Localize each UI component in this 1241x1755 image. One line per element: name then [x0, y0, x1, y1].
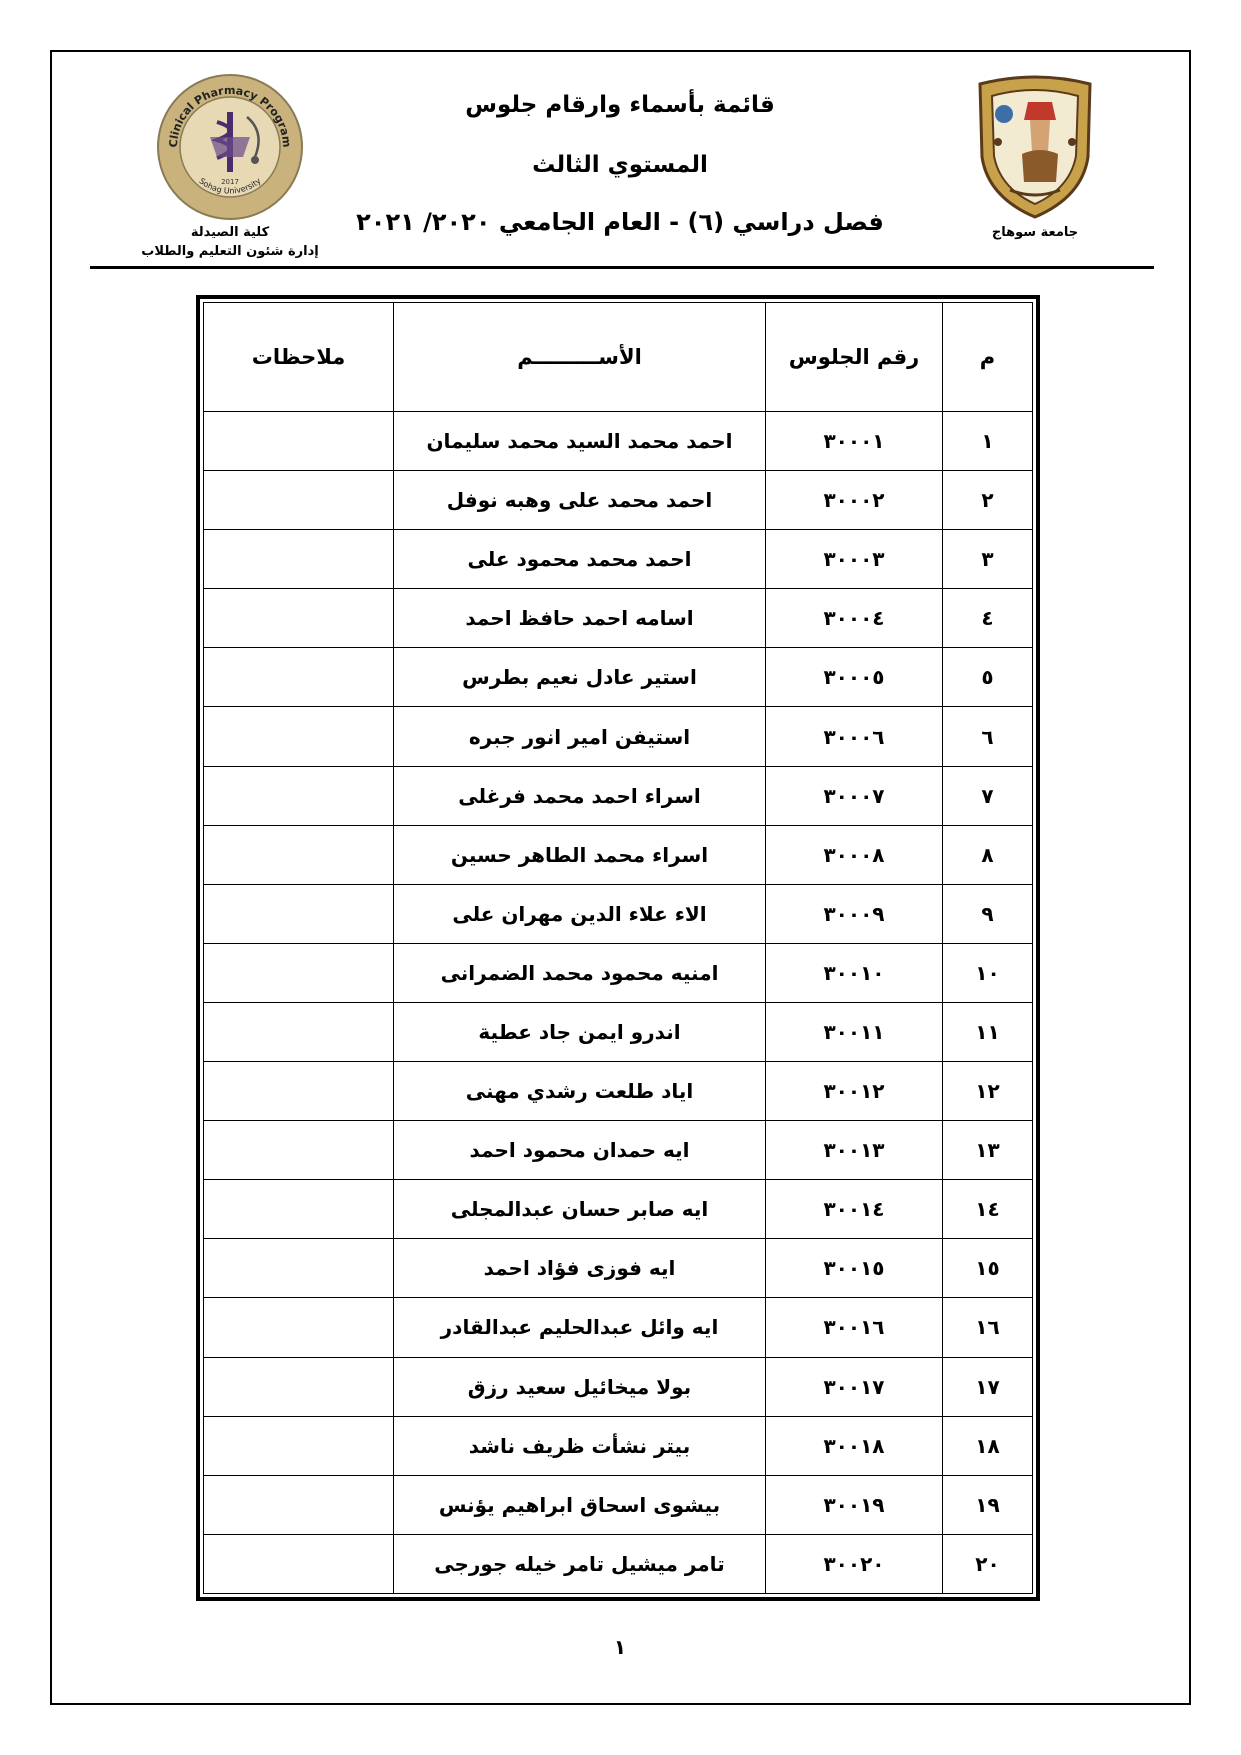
notes-cell [204, 1062, 394, 1121]
notes-cell [204, 707, 394, 766]
table-row [204, 471, 1033, 530]
row-number-cell: ١٣ [943, 1121, 1033, 1180]
students-table-frame [196, 295, 1040, 1601]
seat-number-cell: ٣٠٠٢٠ [766, 1534, 943, 1593]
logo-bottom-text: Sohag University [197, 176, 263, 196]
student-name-cell: امنيه محمود محمد الضمرانى [394, 943, 766, 1002]
sohag-university-logo [970, 72, 1100, 222]
col-header-number: م [943, 303, 1033, 412]
table-row [204, 707, 1033, 766]
document-title: قائمة بأسماء وارقام جلوس [465, 92, 775, 118]
row-number-cell: ١١ [943, 1002, 1033, 1061]
student-name-cell: ايه وائل عبدالحليم عبدالقادر [394, 1298, 766, 1357]
notes-cell [204, 943, 394, 1002]
student-name-cell: ايه صابر حسان عبدالمجلى [394, 1180, 766, 1239]
notes-cell [204, 530, 394, 589]
row-number-cell: ١٦ [943, 1298, 1033, 1357]
notes-cell [204, 1357, 394, 1416]
row-number-cell: ٢ [943, 471, 1033, 530]
table-row [204, 1239, 1033, 1298]
notes-cell [204, 1534, 394, 1593]
seat-number-cell: ٣٠٠٠٥ [766, 648, 943, 707]
col-header-name: الأســـــــــم [394, 303, 766, 412]
notes-cell [204, 1239, 394, 1298]
table-row [204, 530, 1033, 589]
row-number-cell: ٤ [943, 589, 1033, 648]
row-number-cell: ١٢ [943, 1062, 1033, 1121]
student-name-cell: احمد محمد محمود على [394, 530, 766, 589]
row-number-cell: ٦ [943, 707, 1033, 766]
seat-number-cell: ٣٠٠١٦ [766, 1298, 943, 1357]
student-affairs-label: إدارة شئون التعليم والطلاب [141, 244, 319, 259]
seat-number-cell: ٣٠٠٠٨ [766, 825, 943, 884]
student-name-cell: بيتر نشأت ظريف ناشد [394, 1416, 766, 1475]
row-number-cell: ١٨ [943, 1416, 1033, 1475]
table-row [204, 589, 1033, 648]
notes-cell [204, 648, 394, 707]
logo-ring-text: Clinical Pharmacy Program [166, 83, 294, 148]
page-number: ١ [613, 1635, 627, 1659]
pharmacy-faculty-label: كلية الصيدلة [190, 225, 270, 240]
seat-number-cell: ٣٠٠١٥ [766, 1239, 943, 1298]
table-row [204, 1062, 1033, 1121]
table-row [204, 1475, 1033, 1534]
row-number-cell: ١٥ [943, 1239, 1033, 1298]
student-name-cell: الاء علاء الدين مهران على [394, 884, 766, 943]
clinical-pharmacy-logo [155, 72, 305, 222]
row-number-cell: ١٠ [943, 943, 1033, 1002]
notes-cell [204, 471, 394, 530]
row-number-cell: ٢٠ [943, 1534, 1033, 1593]
seat-number-cell: ٣٠٠٠٤ [766, 589, 943, 648]
seat-number-cell: ٣٠٠٠٢ [766, 471, 943, 530]
student-name-cell: اسراء محمد الطاهر حسين [394, 825, 766, 884]
table-row [204, 1298, 1033, 1357]
row-number-cell: ١٤ [943, 1180, 1033, 1239]
student-name-cell: ايه فوزى فؤاد احمد [394, 1239, 766, 1298]
student-name-cell: اسامه احمد حافظ احمد [394, 589, 766, 648]
table-row [204, 1534, 1033, 1593]
table-row [204, 943, 1033, 1002]
row-number-cell: ٥ [943, 648, 1033, 707]
seat-number-cell: ٣٠٠١٣ [766, 1121, 943, 1180]
table-row [204, 1121, 1033, 1180]
seat-number-cell: ٣٠٠١٧ [766, 1357, 943, 1416]
seat-number-cell: ٣٠٠٠٧ [766, 766, 943, 825]
notes-cell [204, 825, 394, 884]
student-name-cell: احمد محمد السيد محمد سليمان [394, 412, 766, 471]
row-number-cell: ١٩ [943, 1475, 1033, 1534]
notes-cell [204, 412, 394, 471]
table-row [204, 884, 1033, 943]
student-name-cell: اياد طلعت رشدي مهنى [394, 1062, 766, 1121]
seat-number-cell: ٣٠٠١٤ [766, 1180, 943, 1239]
seat-number-cell: ٣٠٠١٢ [766, 1062, 943, 1121]
header-divider [90, 266, 1154, 269]
notes-cell [204, 884, 394, 943]
student-name-cell: بيشوى اسحاق ابراهيم يؤنس [394, 1475, 766, 1534]
sohag-university-label: جامعة سوهاج [991, 225, 1079, 240]
notes-cell [204, 766, 394, 825]
table-row [204, 1180, 1033, 1239]
student-name-cell: اندرو ايمن جاد عطية [394, 1002, 766, 1061]
table-row [204, 648, 1033, 707]
student-name-cell: استير عادل نعيم بطرس [394, 648, 766, 707]
table-row [204, 1357, 1033, 1416]
row-number-cell: ٧ [943, 766, 1033, 825]
notes-cell [204, 1002, 394, 1061]
seat-number-cell: ٣٠٠١٨ [766, 1416, 943, 1475]
row-number-cell: ٣ [943, 530, 1033, 589]
seat-number-cell: ٣٠٠٠٦ [766, 707, 943, 766]
students-table [203, 302, 1033, 1594]
row-number-cell: ٩ [943, 884, 1033, 943]
student-name-cell: بولا ميخائيل سعيد رزق [394, 1357, 766, 1416]
notes-cell [204, 1121, 394, 1180]
table-header-row [204, 303, 1033, 412]
notes-cell [204, 589, 394, 648]
student-name-cell: اسراء احمد محمد فرغلى [394, 766, 766, 825]
row-number-cell: ٨ [943, 825, 1033, 884]
row-number-cell: ١٧ [943, 1357, 1033, 1416]
seat-number-cell: ٣٠٠١٩ [766, 1475, 943, 1534]
seat-number-cell: ٣٠٠٠٣ [766, 530, 943, 589]
notes-cell [204, 1475, 394, 1534]
col-header-notes: ملاحظات [204, 303, 394, 412]
notes-cell [204, 1416, 394, 1475]
table-row [204, 825, 1033, 884]
seat-number-cell: ٣٠٠٠١ [766, 412, 943, 471]
student-name-cell: استيفن امير انور جبره [394, 707, 766, 766]
row-number-cell: ١ [943, 412, 1033, 471]
seat-number-cell: ٣٠٠٠٩ [766, 884, 943, 943]
table-row [204, 1416, 1033, 1475]
semester-title: فصل دراسي (٦) - العام الجامعي ٢٠٢٠/ ٢٠٢١ [356, 208, 884, 236]
table-row [204, 766, 1033, 825]
col-header-seat-number: رقم الجلوس [766, 303, 943, 412]
notes-cell [204, 1180, 394, 1239]
seat-number-cell: ٣٠٠١٠ [766, 943, 943, 1002]
logo-year: 2017 [221, 178, 239, 186]
table-row [204, 412, 1033, 471]
student-name-cell: ايه حمدان محمود احمد [394, 1121, 766, 1180]
student-name-cell: تامر ميشيل تامر خيله جورجى [394, 1534, 766, 1593]
notes-cell [204, 1298, 394, 1357]
seat-number-cell: ٣٠٠١١ [766, 1002, 943, 1061]
level-title: المستوي الثالث [532, 152, 708, 178]
student-name-cell: احمد محمد على وهبه نوفل [394, 471, 766, 530]
table-row [204, 1002, 1033, 1061]
